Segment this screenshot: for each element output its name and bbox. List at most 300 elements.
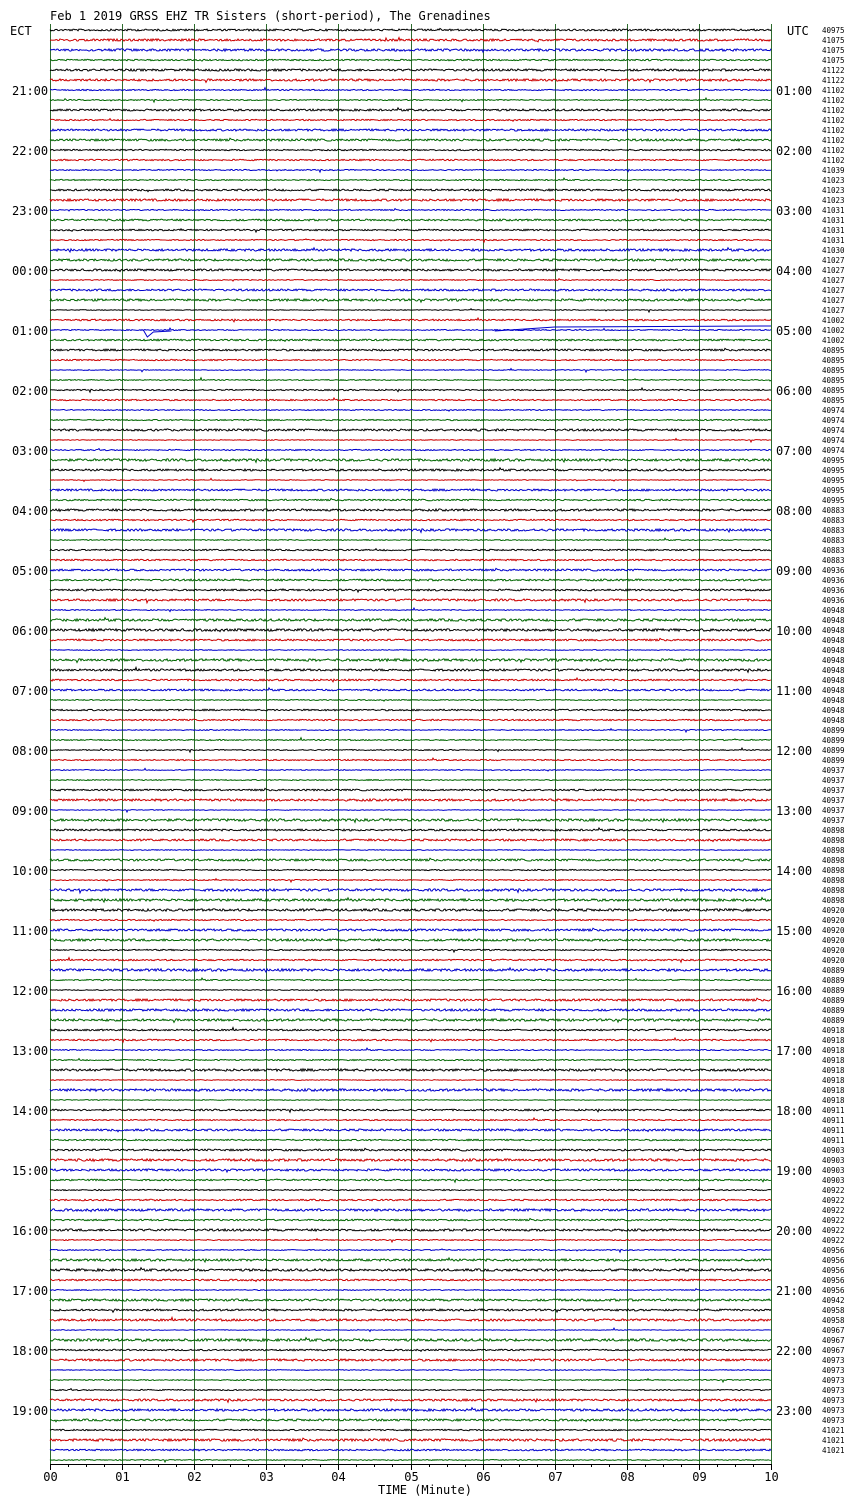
x-tick-label: 06 — [476, 1470, 491, 1484]
scale-label: 41102 — [822, 86, 845, 95]
scale-label: 40918 — [822, 1096, 845, 1105]
trace-134 — [50, 1370, 771, 1371]
trace-130 — [50, 1328, 771, 1331]
utc-zone-label: UTC — [787, 24, 809, 38]
scale-label: 40948 — [822, 676, 845, 685]
trace-94 — [50, 968, 771, 972]
trace-98 — [50, 1009, 771, 1011]
scale-label: 40895 — [822, 386, 845, 395]
scale-label: 40948 — [822, 616, 845, 625]
trace-8 — [50, 108, 771, 111]
trace-60 — [50, 629, 771, 632]
scale-label: 40974 — [822, 426, 845, 435]
scale-label: 40948 — [822, 706, 845, 715]
hour-label-left: 08:00 — [12, 744, 49, 758]
scale-label: 40895 — [822, 396, 845, 405]
hour-label-right: 13:00 — [776, 804, 813, 818]
trace-48 — [50, 509, 771, 511]
scale-label: 40958 — [822, 1316, 845, 1325]
trace-100 — [50, 1028, 771, 1031]
hour-label-left: 18:00 — [12, 1344, 49, 1358]
scale-label: 41031 — [822, 236, 845, 245]
scale-label: 40889 — [822, 976, 845, 985]
scale-label: 40937 — [822, 766, 845, 775]
scale-label: 40889 — [822, 996, 845, 1005]
scale-label: 40936 — [822, 586, 845, 595]
scale-label: 40903 — [822, 1166, 845, 1175]
scale-label: 40895 — [822, 376, 845, 385]
trace-scale-labels — [822, 26, 845, 1455]
trace-2 — [50, 49, 771, 52]
scale-label: 40911 — [822, 1116, 845, 1125]
scale-label: 41031 — [822, 216, 845, 225]
hour-label-right: 10:00 — [776, 624, 813, 638]
hour-label-right: 07:00 — [776, 444, 813, 458]
scale-label: 40942 — [822, 1296, 845, 1305]
chart-title: Feb 1 2019 GRSS EHZ TR Sisters (short-period), The Grenadines — [50, 9, 491, 23]
trace-131 — [50, 1338, 771, 1342]
hour-label-right: 16:00 — [776, 984, 813, 998]
trace-59 — [50, 618, 771, 621]
trace-58 — [50, 608, 771, 611]
scale-label: 40973 — [822, 1386, 845, 1395]
scale-label: 40995 — [822, 486, 845, 495]
scale-label: 40899 — [822, 746, 845, 755]
hour-label-left: 23:00 — [12, 204, 49, 218]
x-tick-label: 01 — [115, 1470, 130, 1484]
scale-label: 40883 — [822, 536, 845, 545]
trace-137 — [50, 1399, 771, 1402]
hour-label-left: 05:00 — [12, 564, 49, 578]
hour-label-left: 21:00 — [12, 84, 49, 98]
scale-label: 40889 — [822, 1016, 845, 1025]
trace-16 — [50, 189, 771, 192]
hour-label-left: 01:00 — [12, 324, 49, 338]
hour-label-right: 17:00 — [776, 1044, 813, 1058]
scale-label: 40936 — [822, 566, 845, 575]
trace-139 — [50, 1419, 771, 1422]
trace-126 — [50, 1289, 771, 1291]
trace-44 — [50, 468, 771, 471]
trace-64 — [50, 667, 771, 672]
scale-label: 40889 — [822, 1006, 845, 1015]
trace-51 — [50, 538, 771, 540]
scale-label: 40974 — [822, 416, 845, 425]
scale-label: 41002 — [822, 336, 845, 345]
trace-136 — [50, 1389, 771, 1391]
scale-label: 40899 — [822, 756, 845, 765]
scale-label: 41027 — [822, 256, 845, 265]
trace-73 — [50, 758, 771, 761]
scale-label: 40898 — [822, 826, 845, 835]
hour-label-left: 07:00 — [12, 684, 49, 698]
trace-35 — [50, 378, 771, 381]
trace-70 — [50, 729, 771, 732]
trace-84 — [50, 869, 771, 870]
scale-label: 40956 — [822, 1256, 845, 1265]
scale-label: 40948 — [822, 636, 845, 645]
trace-122 — [50, 1249, 771, 1252]
trace-110 — [50, 1129, 771, 1132]
hour-label-right: 04:00 — [776, 264, 813, 278]
trace-19 — [50, 219, 771, 221]
scale-label: 41039 — [822, 166, 845, 175]
trace-77 — [50, 799, 771, 801]
trace-61 — [50, 638, 771, 641]
trace-62 — [50, 650, 771, 651]
scale-label: 40948 — [822, 716, 845, 725]
hour-label-left: 03:00 — [12, 444, 49, 458]
scale-label: 40948 — [822, 606, 845, 615]
x-tick-label: 10 — [764, 1470, 779, 1484]
trace-121 — [50, 1239, 771, 1242]
trace-87 — [50, 898, 771, 902]
scale-label: 40974 — [822, 406, 845, 415]
x-tick-label: 05 — [404, 1470, 419, 1484]
scale-label: 40995 — [822, 476, 845, 485]
trace-21 — [50, 239, 771, 242]
trace-27 — [50, 299, 771, 302]
trace-112 — [50, 1148, 771, 1151]
scale-label: 40918 — [822, 1036, 845, 1045]
trace-99 — [50, 1019, 771, 1023]
scale-label: 40922 — [822, 1236, 845, 1245]
trace-41 — [50, 439, 771, 442]
utc-hour-labels — [776, 84, 812, 1418]
scale-label: 41102 — [822, 156, 845, 165]
scale-label: 40956 — [822, 1266, 845, 1275]
scale-label: 40918 — [822, 1066, 845, 1075]
trace-116 — [50, 1188, 771, 1191]
trace-67 — [50, 700, 771, 702]
hour-label-right: 06:00 — [776, 384, 813, 398]
hour-label-right: 18:00 — [776, 1104, 813, 1118]
trace-141 — [50, 1438, 771, 1441]
scale-label: 40895 — [822, 346, 845, 355]
hour-label-left: 10:00 — [12, 864, 49, 878]
trace-91 — [50, 939, 771, 941]
x-tick-label: 04 — [331, 1470, 346, 1484]
trace-30 — [50, 328, 771, 330]
scale-label: 40911 — [822, 1106, 845, 1115]
trace-106 — [50, 1089, 771, 1091]
trace-97 — [50, 998, 771, 1001]
trace-18 — [50, 209, 771, 211]
scale-label: 40883 — [822, 506, 845, 515]
scale-label: 41102 — [822, 116, 845, 125]
trace-117 — [50, 1199, 771, 1201]
trace-85 — [50, 879, 771, 882]
scale-label: 40973 — [822, 1406, 845, 1415]
trace-3 — [50, 59, 771, 61]
scale-label: 40958 — [822, 1306, 845, 1315]
trace-104 — [50, 1069, 771, 1071]
x-tick-label: 08 — [620, 1470, 635, 1484]
hour-label-left: 06:00 — [12, 624, 49, 638]
scale-label: 40889 — [822, 986, 845, 995]
trace-114 — [50, 1169, 771, 1172]
hour-label-left: 02:00 — [12, 384, 49, 398]
hour-label-left: 11:00 — [12, 924, 49, 938]
scale-label: 40898 — [822, 896, 845, 905]
trace-52 — [50, 549, 771, 551]
trace-68 — [50, 709, 771, 711]
trace-13 — [50, 159, 771, 160]
scale-label: 40967 — [822, 1336, 845, 1345]
trace-90 — [50, 928, 771, 931]
scale-label: 40899 — [822, 726, 845, 735]
trace-132 — [50, 1349, 771, 1351]
scale-label: 40995 — [822, 466, 845, 475]
trace-81 — [50, 839, 771, 842]
hour-label-left: 04:00 — [12, 504, 49, 518]
hour-label-right: 23:00 — [776, 1404, 813, 1418]
scale-label: 40911 — [822, 1136, 845, 1145]
scale-label: 40956 — [822, 1246, 845, 1255]
scale-label: 41031 — [822, 206, 845, 215]
scale-label: 40883 — [822, 516, 845, 525]
scale-label: 40922 — [822, 1216, 845, 1225]
trace-22 — [50, 248, 771, 252]
scale-label: 41102 — [822, 126, 845, 135]
scale-label: 40920 — [822, 946, 845, 955]
seismic-traces — [50, 28, 771, 1462]
hour-label-right: 05:00 — [776, 324, 813, 338]
scale-label: 40898 — [822, 856, 845, 865]
scale-label: 40936 — [822, 596, 845, 605]
trace-45 — [50, 478, 771, 481]
scale-label: 40948 — [822, 656, 845, 665]
scale-label: 41021 — [822, 1446, 845, 1455]
scale-label: 40920 — [822, 926, 845, 935]
scale-label: 41075 — [822, 56, 845, 65]
trace-78 — [50, 810, 771, 812]
scale-label: 40922 — [822, 1186, 845, 1195]
scale-label: 40899 — [822, 736, 845, 745]
trace-0 — [50, 28, 771, 30]
scale-label: 40973 — [822, 1416, 845, 1425]
scale-label: 40883 — [822, 556, 845, 565]
hour-label-left: 17:00 — [12, 1284, 49, 1298]
trace-89 — [50, 919, 771, 921]
x-tick-label: 03 — [259, 1470, 274, 1484]
trace-140 — [50, 1429, 771, 1430]
trace-123 — [50, 1258, 771, 1262]
scale-label: 41021 — [822, 1426, 845, 1435]
scale-label: 41122 — [822, 66, 845, 75]
trace-76 — [50, 788, 771, 790]
trace-23 — [50, 259, 771, 261]
trace-5 — [50, 79, 771, 82]
hour-label-right: 01:00 — [776, 84, 813, 98]
hour-label-right: 03:00 — [776, 204, 813, 218]
trace-6 — [50, 88, 771, 91]
hour-label-left: 13:00 — [12, 1044, 49, 1058]
scale-label: 40937 — [822, 796, 845, 805]
scale-label: 40889 — [822, 966, 845, 975]
trace-33 — [50, 359, 771, 360]
trace-14 — [50, 169, 771, 172]
trace-95 — [50, 978, 771, 981]
scale-label: 40937 — [822, 806, 845, 815]
x-axis-label: TIME (Minute) — [378, 1483, 472, 1497]
trace-66 — [50, 688, 771, 691]
scale-label: 41102 — [822, 136, 845, 145]
trace-34 — [50, 369, 771, 372]
trace-65 — [50, 678, 771, 682]
trace-109 — [50, 1118, 771, 1121]
trace-107 — [50, 1100, 771, 1101]
scale-label: 40937 — [822, 816, 845, 825]
trace-83 — [50, 858, 771, 861]
scale-label: 41075 — [822, 36, 845, 45]
scale-label: 40974 — [822, 446, 845, 455]
trace-17 — [50, 199, 771, 201]
scale-label: 40948 — [822, 626, 845, 635]
trace-9 — [50, 119, 771, 122]
scale-label: 40973 — [822, 1376, 845, 1385]
trace-71 — [50, 738, 771, 741]
hour-label-right: 12:00 — [776, 744, 813, 758]
trace-50 — [50, 529, 771, 532]
x-tick-label: 07 — [548, 1470, 563, 1484]
trace-125 — [50, 1279, 771, 1281]
scale-label: 40975 — [822, 26, 845, 35]
trace-88 — [50, 909, 771, 911]
trace-92 — [50, 949, 771, 952]
scale-label: 41023 — [822, 176, 845, 185]
scale-label: 40937 — [822, 776, 845, 785]
scale-label: 40973 — [822, 1356, 845, 1365]
trace-102 — [50, 1048, 771, 1050]
scale-label: 40920 — [822, 956, 845, 965]
hour-label-right: 02:00 — [776, 144, 813, 158]
trace-72 — [50, 748, 771, 752]
trace-10 — [50, 129, 771, 131]
x-tick-label: 02 — [187, 1470, 202, 1484]
trace-25 — [50, 279, 771, 281]
ect-hour-labels — [12, 84, 48, 1418]
trace-93 — [50, 958, 771, 963]
scale-label: 40898 — [822, 876, 845, 885]
trace-82 — [50, 850, 771, 851]
scale-label: 41075 — [822, 46, 845, 55]
hour-label-right: 21:00 — [776, 1284, 813, 1298]
scale-label: 41002 — [822, 326, 845, 335]
trace-101 — [50, 1038, 771, 1042]
trace-135 — [50, 1379, 771, 1382]
trace-15 — [50, 178, 771, 181]
hour-label-left: 12:00 — [12, 984, 49, 998]
trace-40 — [50, 429, 771, 431]
x-tick-label: 09 — [692, 1470, 707, 1484]
ect-zone-label: ECT — [10, 24, 32, 38]
scale-label: 41027 — [822, 266, 845, 275]
trace-54 — [50, 568, 771, 571]
hour-label-left: 00:00 — [12, 264, 49, 278]
trace-37 — [50, 398, 771, 401]
trace-75 — [50, 779, 771, 780]
scale-label: 40895 — [822, 356, 845, 365]
scale-label: 41002 — [822, 316, 845, 325]
scale-label: 41027 — [822, 286, 845, 295]
scale-label: 40920 — [822, 906, 845, 915]
hour-label-left: 09:00 — [12, 804, 49, 818]
scale-label: 40948 — [822, 696, 845, 705]
scale-label: 40956 — [822, 1286, 845, 1295]
hour-label-left: 15:00 — [12, 1164, 49, 1178]
scale-label: 40920 — [822, 916, 845, 925]
trace-31 — [50, 339, 771, 341]
scale-label: 40948 — [822, 646, 845, 655]
scale-label: 41023 — [822, 196, 845, 205]
event-1 — [143, 330, 171, 337]
trace-118 — [50, 1209, 771, 1212]
scale-label: 40918 — [822, 1046, 845, 1055]
scale-label: 40973 — [822, 1396, 845, 1405]
trace-43 — [50, 459, 771, 462]
trace-119 — [50, 1218, 771, 1220]
trace-49 — [50, 519, 771, 522]
scale-label: 40995 — [822, 456, 845, 465]
trace-128 — [50, 1309, 771, 1312]
scale-label: 41122 — [822, 76, 845, 85]
scale-label: 40922 — [822, 1226, 845, 1235]
trace-7 — [50, 98, 771, 102]
trace-20 — [50, 229, 771, 232]
trace-24 — [50, 269, 771, 272]
trace-57 — [50, 599, 771, 603]
scale-label: 40918 — [822, 1076, 845, 1085]
trace-36 — [50, 388, 771, 392]
trace-56 — [50, 589, 771, 592]
scale-label: 40922 — [822, 1206, 845, 1215]
scale-label: 41021 — [822, 1436, 845, 1445]
scale-label: 40973 — [822, 1366, 845, 1375]
trace-42 — [50, 449, 771, 451]
scale-label: 40995 — [822, 496, 845, 505]
scale-label: 41031 — [822, 226, 845, 235]
trace-11 — [50, 138, 771, 141]
trace-129 — [50, 1317, 771, 1321]
trace-69 — [50, 719, 771, 720]
trace-143 — [50, 1460, 771, 1462]
scale-label: 40918 — [822, 1056, 845, 1065]
trace-28 — [50, 309, 771, 312]
scale-label: 40920 — [822, 936, 845, 945]
scale-label: 40967 — [822, 1326, 845, 1335]
hour-label-right: 08:00 — [776, 504, 813, 518]
scale-label: 41102 — [822, 106, 845, 115]
scale-label: 40956 — [822, 1276, 845, 1285]
scale-label: 40898 — [822, 836, 845, 845]
trace-53 — [50, 559, 771, 561]
trace-120 — [50, 1229, 771, 1231]
scale-label: 40903 — [822, 1156, 845, 1165]
hour-label-left: 14:00 — [12, 1104, 49, 1118]
trace-39 — [50, 419, 771, 420]
trace-29 — [50, 318, 771, 322]
trace-115 — [50, 1179, 771, 1182]
scale-label: 40911 — [822, 1126, 845, 1135]
scale-label: 40903 — [822, 1146, 845, 1155]
hour-label-right: 20:00 — [776, 1224, 813, 1238]
x-tick-label: 00 — [43, 1470, 58, 1484]
scale-label: 40898 — [822, 846, 845, 855]
trace-80 — [50, 828, 771, 831]
scale-label: 41027 — [822, 306, 845, 315]
scale-label: 40903 — [822, 1176, 845, 1185]
